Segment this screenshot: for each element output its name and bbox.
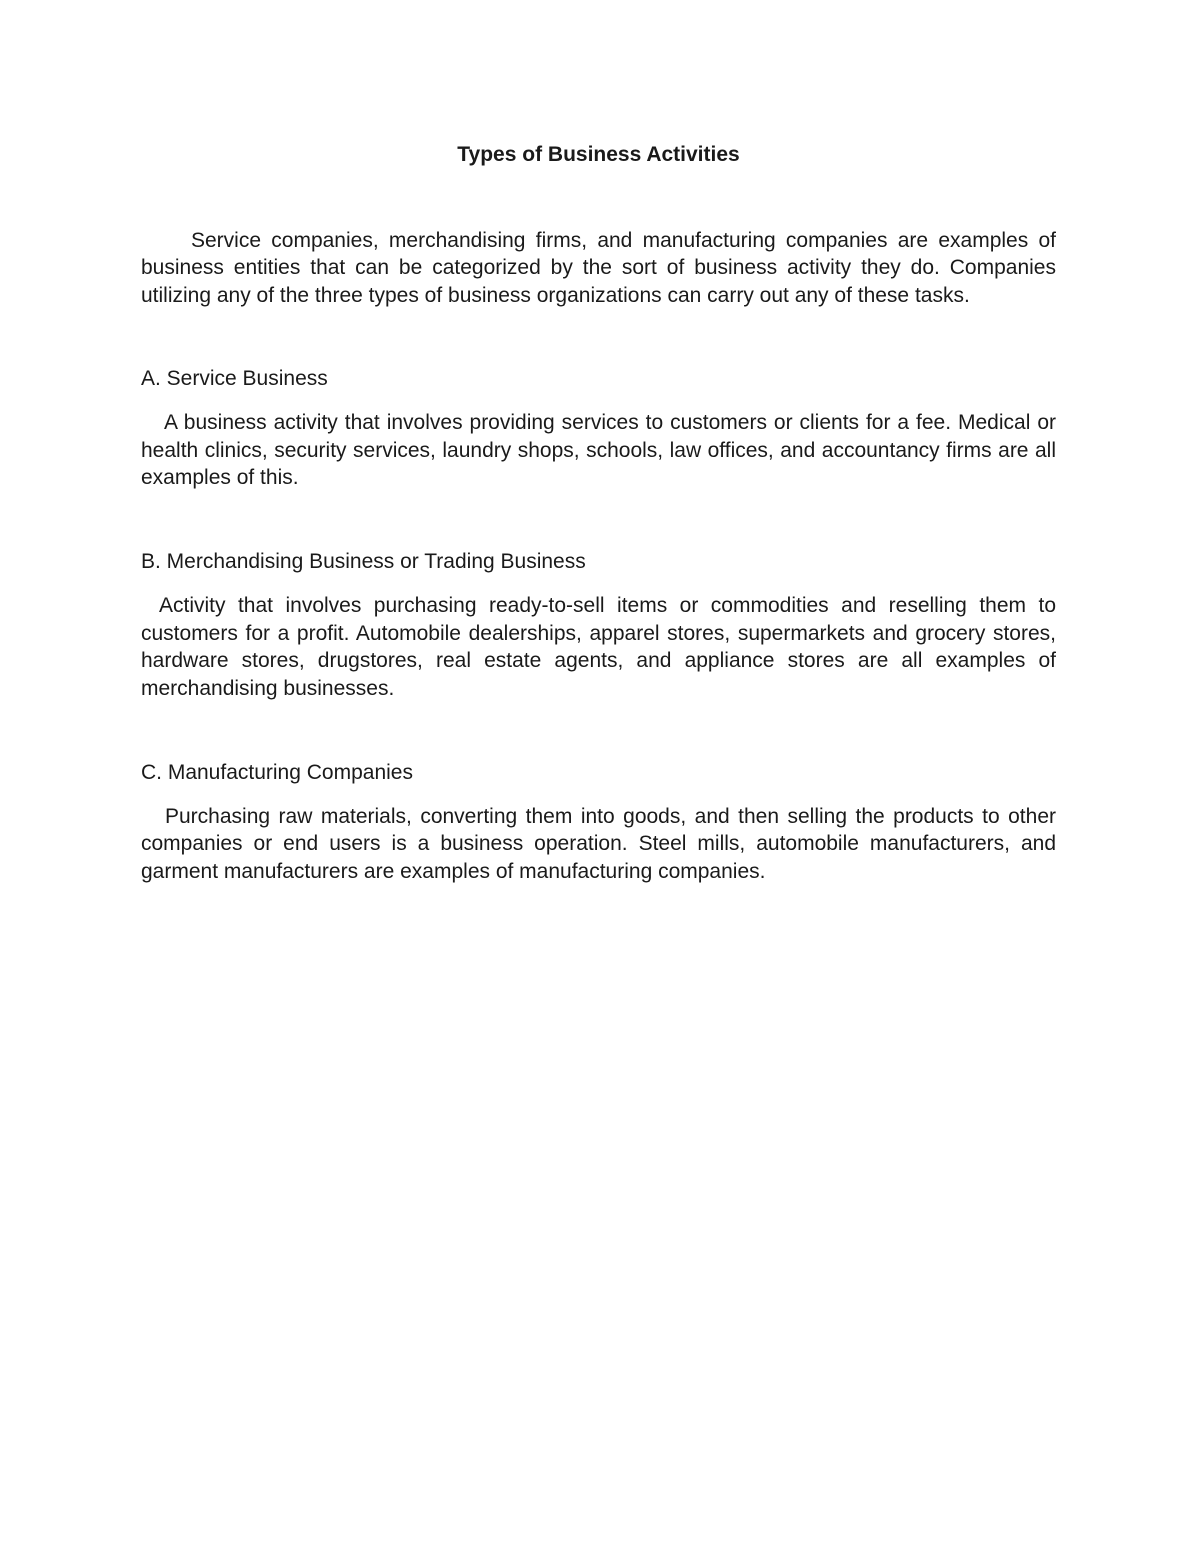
document-content — [141, 141, 1056, 885]
section-heading: B. Merchandising Business or Trading Business — [141, 550, 586, 574]
section-service-business — [141, 365, 1056, 491]
section-body: Purchasing raw materials, converting them into goods, and then selling the products to other companies or end users is a business operation. Steel mills, automobile manufacturers, and garment manufacturers are examples of manufacturing companies. — [141, 805, 1056, 883]
intro-paragraph: Service companies, merchandising firms, and manufacturing companies are examples of business entities that can be categorized by the sort of business activity they do. Companies utilizing any of the three types of business organizations can carry out any of these tasks. — [141, 229, 1056, 307]
document-title: Types of Business Activities — [457, 143, 740, 166]
section-merchandising-business — [141, 548, 1056, 702]
section-heading: A. Service Business — [141, 367, 328, 391]
section-body: Activity that involves purchasing ready-to-sell items or commodities and reselling them to customers for a profit. Automobile dealerships, apparel stores, supermarkets and grocery stores, hardware stores, drugstores, real estate agents, and appliance stores are all examples of merchandising businesses. — [141, 594, 1056, 700]
section-body: A business activity that involves providing services to customers or clients for a fee. Medical or health clinics, security services, laundry shops, schools, law offices, and accountancy firms are all examples of this. — [141, 411, 1056, 490]
section-manufacturing-companies — [141, 759, 1056, 885]
section-heading: C. Manufacturing Companies — [141, 761, 413, 785]
